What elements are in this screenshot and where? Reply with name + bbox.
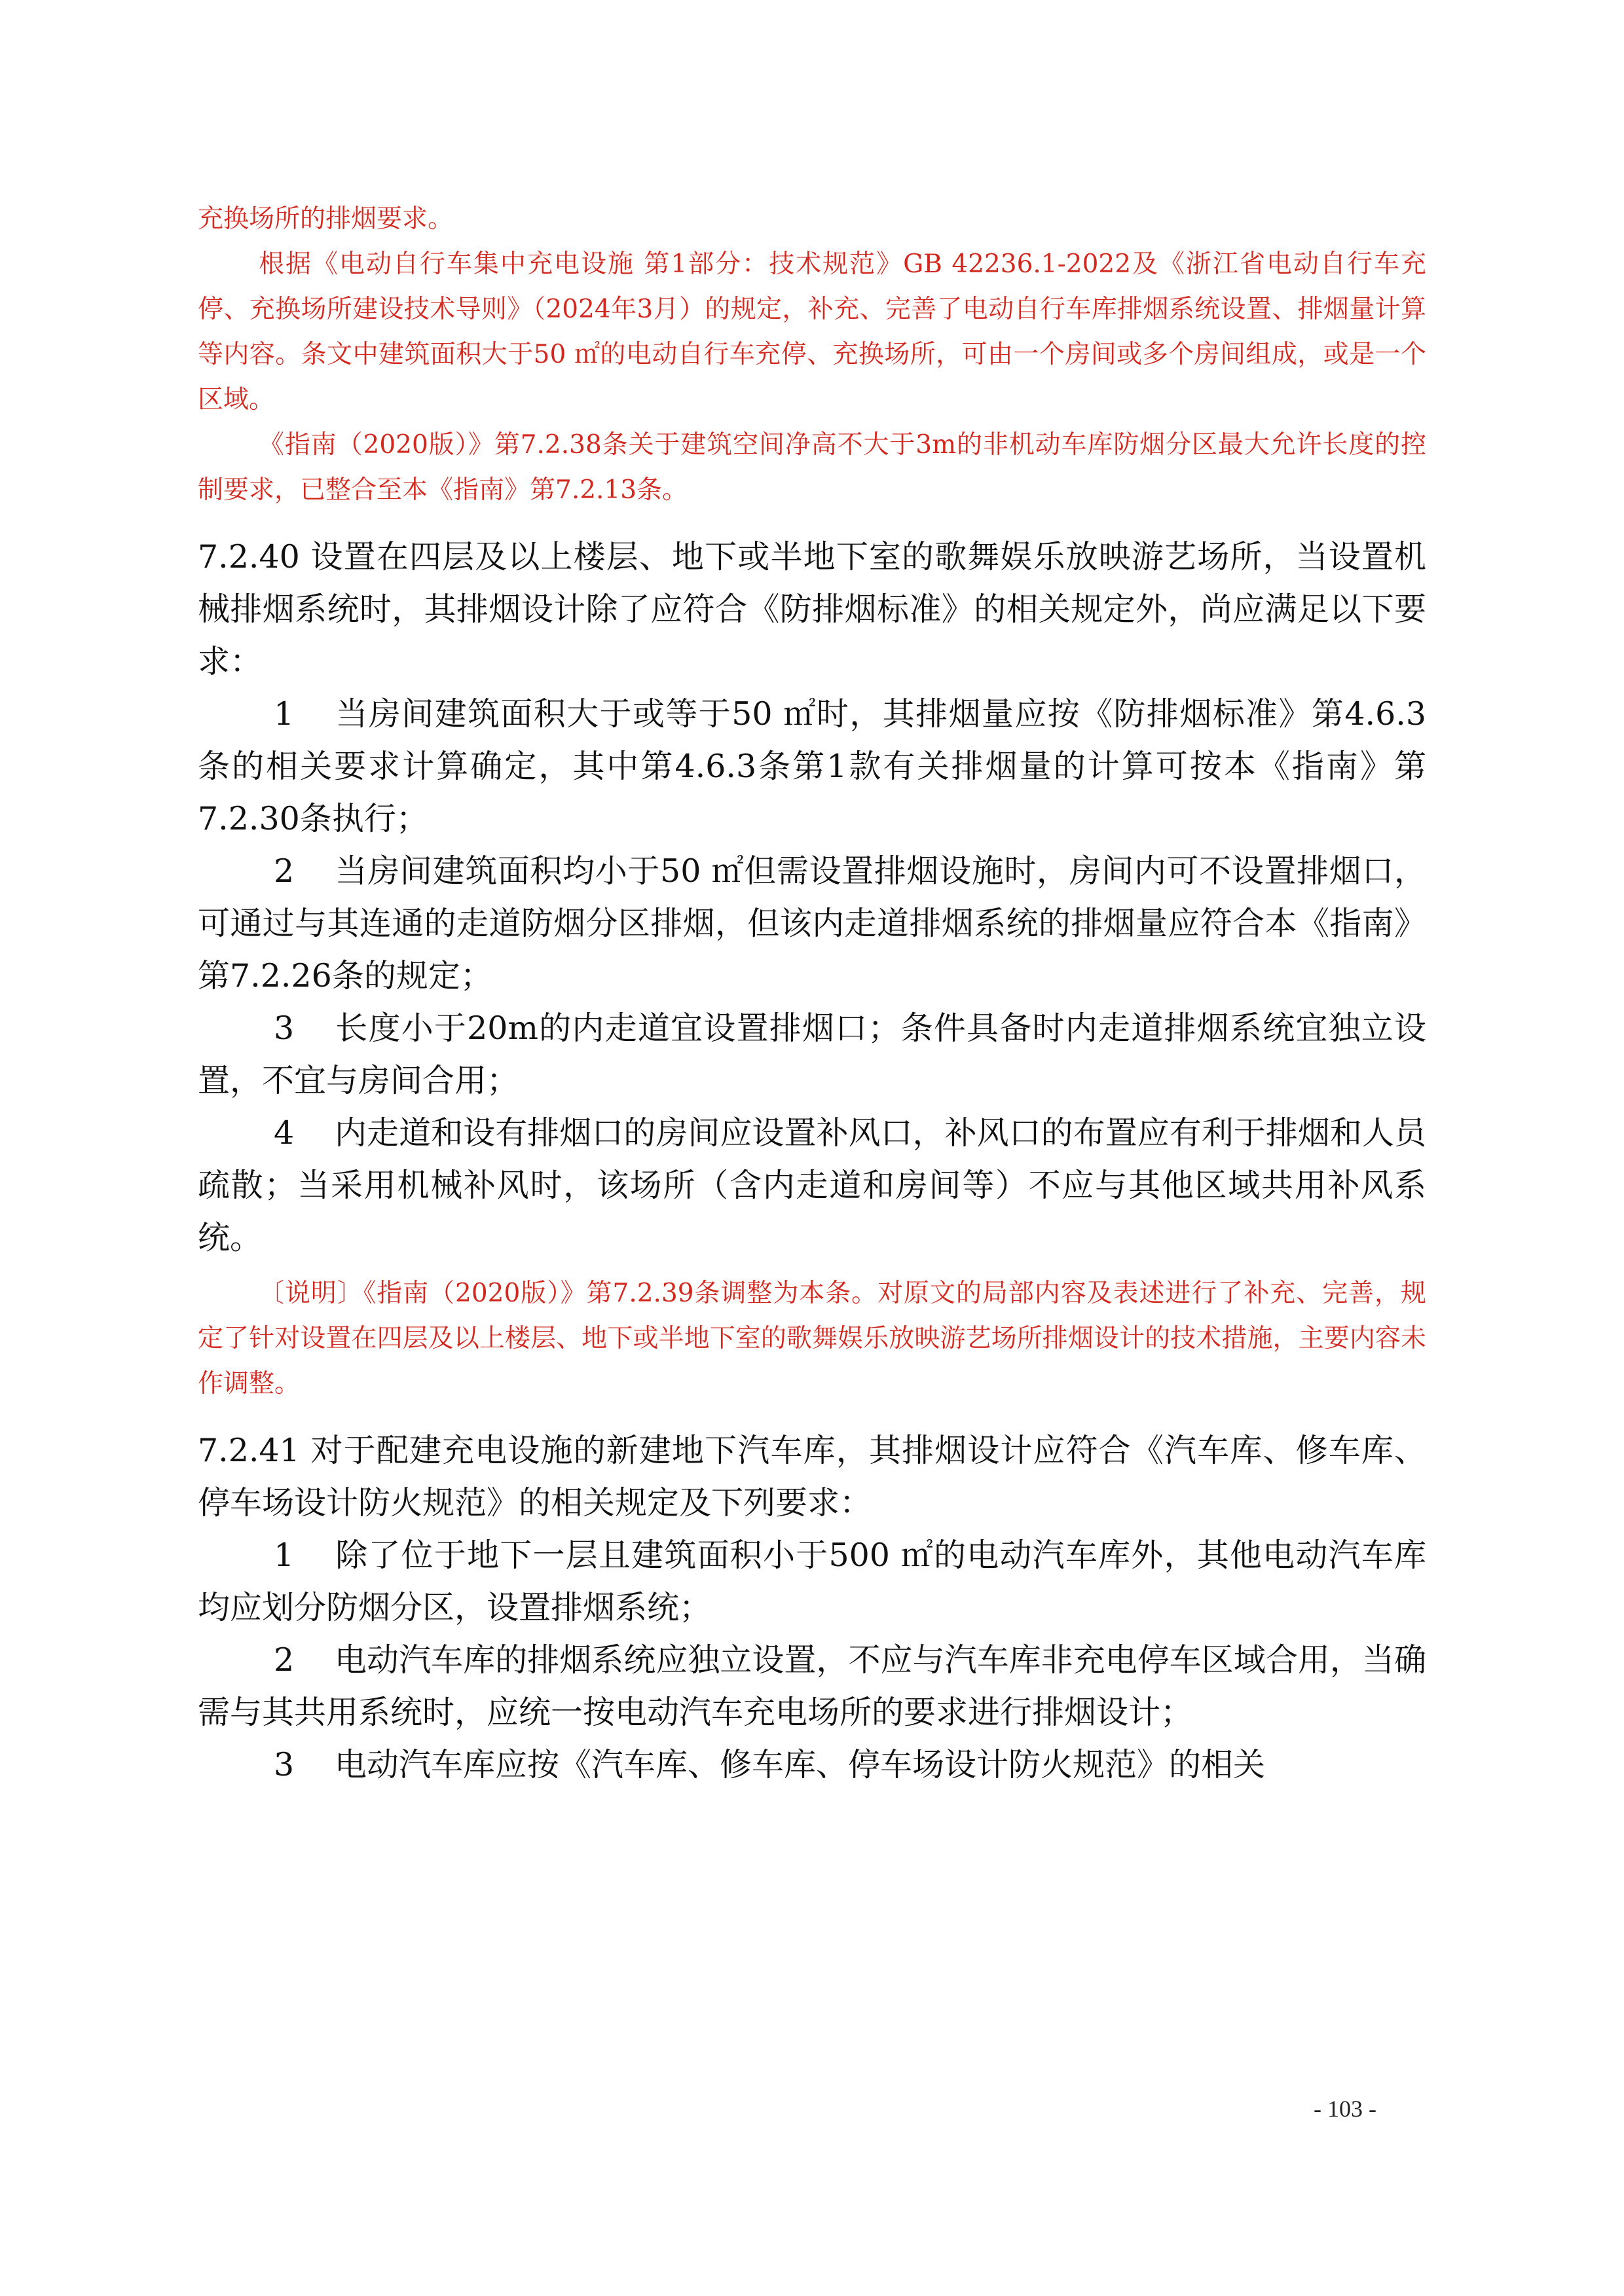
note-paragraph: 根据《电动自行车集中充电设施 第1部分：技术规范》GB 42236.1-2022及《浙江省电动自行车充停、充换场所建设技术导则》（2024年3月）的规定，补充、完善了电动自行车库排烟系统设置、排烟量计算等内容。条文中建筑面积大于50 ㎡的电动自行车充停、充换场所，可由一个房间或多个房间组成，或是一个区域。 — [198, 249, 1426, 414]
clause-item — [198, 1107, 1426, 1264]
item-text: 内走道和设有排烟口的房间应设置补风口，补风口的布置应有利于排烟和人员疏散；当采用机械补风时，该场所（含内走道和房间等）不应与其他区域共用补风系统。 — [198, 1114, 1426, 1256]
clause-item — [198, 688, 1426, 845]
page-number: - 103 - — [1314, 2096, 1376, 2122]
item-text: 电动汽车库应按《汽车库、修车库、停车场设计防火规范》的相关 — [335, 1746, 1266, 1783]
item-number: 3 — [274, 1746, 295, 1783]
item-number: 1 — [274, 695, 295, 733]
clause-heading-7-2-41: 7.2.41 对于配建充电设施的新建地下汽车库，其排烟设计应符合《汽车库、修车库、停车场设计防火规范》的相关规定及下列要求： — [198, 1432, 1426, 1522]
clause-item — [198, 1002, 1426, 1107]
clause-item — [198, 845, 1426, 1002]
explanation-note: 〔说明〕《指南（2020版）》第7.2.39条调整为本条。对原文的局部内容及表述进行了补充、完善，规定了针对设置在四层及以上楼层、地下或半地下室的歌舞娱乐放映游艺场所排烟设计的技术措施，主要内容未作调整。 — [198, 1279, 1426, 1398]
item-number: 2 — [274, 852, 295, 890]
clause-item — [198, 1634, 1426, 1739]
item-text: 电动汽车库的排烟系统应独立设置，不应与汽车库非充电停车区域合用，当确需与其共用系统时，应统一按电动汽车充电场所的要求进行排烟设计； — [198, 1641, 1426, 1731]
item-number: 1 — [274, 1537, 295, 1574]
note-continuation: 充换场所的排烟要求。 — [198, 204, 454, 234]
item-text: 当房间建筑面积均小于50 ㎡但需设置排烟设施时，房间内可不设置排烟口，可通过与其连通的走道防烟分区排烟，但该内走道排烟系统的排烟量应符合本《指南》第7.2.26条的规定； — [198, 852, 1426, 994]
item-text: 当房间建筑面积大于或等于50 ㎡时，其排烟量应按《防排烟标准》第4.6.3条的相关要求计算确定，其中第4.6.3条第1款有关排烟量的计算可按本《指南》第7.2.30条执行； — [198, 695, 1426, 837]
item-number: 3 — [274, 1010, 295, 1047]
clause-item — [198, 1529, 1426, 1634]
item-text: 除了位于地下一层且建筑面积小于500 ㎡的电动汽车库外，其他电动汽车库均应划分防烟分区，设置排烟系统； — [198, 1537, 1426, 1626]
note-paragraph: 《指南（2020版）》第7.2.38条关于建筑空间净高不大于3m的非机动车库防烟分区最大允许长度的控制要求，已整合至本《指南》第7.2.13条。 — [198, 430, 1426, 505]
page-content — [198, 196, 1426, 1791]
clause-item — [198, 1739, 1426, 1791]
item-text: 长度小于20m的内走道宜设置排烟口；条件具备时内走道排烟系统宜独立设置，不宜与房间合用； — [198, 1010, 1426, 1099]
item-number: 2 — [274, 1641, 295, 1679]
clause-heading-7-2-40: 7.2.40 设置在四层及以上楼层、地下或半地下室的歌舞娱乐放映游艺场所，当设置机械排烟系统时，其排烟设计除了应符合《防排烟标准》的相关规定外，尚应满足以下要求： — [198, 538, 1426, 680]
item-number: 4 — [274, 1114, 295, 1152]
